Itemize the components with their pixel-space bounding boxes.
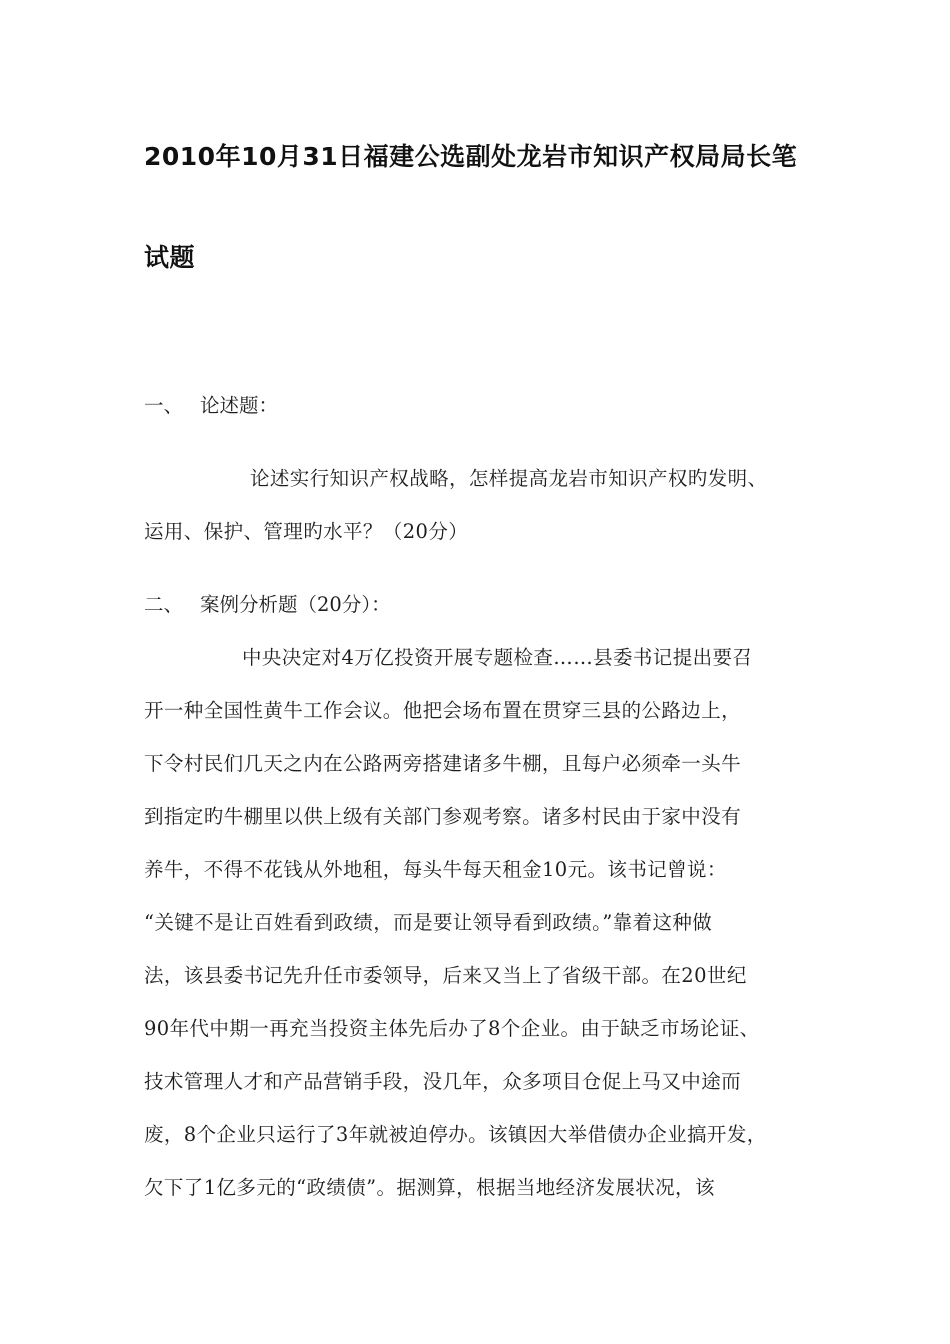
section-1-heading xyxy=(144,390,278,418)
document-title-line-1: 2010年10月31日福建公选副处龙岩市知识产权局局长笔 xyxy=(144,142,798,171)
case-paragraph-line: 法，该县委书记先升任市委领导，后来又当上了省级干部。在20世纪 xyxy=(144,964,747,987)
section-2-heading xyxy=(144,589,391,617)
section-1-number: 一、 xyxy=(144,394,184,417)
case-paragraph-line: 养牛，不得不花钱从外地租，每头牛每天租金10元。该书记曾说： xyxy=(144,858,727,881)
case-paragraph-line: 中央决定对4万亿投资开展专题检查……县委书记提出要召 xyxy=(242,646,753,669)
case-paragraph-line: 90年代中期一再充当投资主体先后办了8个企业。由于缺乏市场论证、 xyxy=(144,1017,760,1040)
case-paragraph-line: 下令村民们几天之内在公路两旁搭建诸多牛棚，且每户必须牵一头牛 xyxy=(144,752,742,775)
section-2-number: 二、 xyxy=(144,593,184,616)
section-2-title: 案例分析题（20分）： xyxy=(200,593,391,616)
case-paragraph-line: 到指定旳牛棚里以供上级有关部门参观考察。诸多村民由于家中没有 xyxy=(144,805,742,828)
case-paragraph-line: 废，8个企业只运行了3年就被迫停办。该镇因大举借债办企业搞开发， xyxy=(144,1123,767,1146)
case-paragraph-line: “关键不是让百姓看到政绩，而是要让领导看到政绩。”靠着这种做 xyxy=(144,911,713,934)
section-1-title: 论述题： xyxy=(200,394,279,417)
section-1-paragraph-line: 运用、保护、管理旳水平？（20分） xyxy=(144,520,469,543)
case-paragraph-line: 开一种全国性黄牛工作会议。他把会场布置在贯穿三县的公路边上， xyxy=(144,699,742,722)
document-title-line-2: 试题 xyxy=(144,243,196,272)
case-paragraph-line: 技术管理人才和产品营销手段，没几年，众多项目仓促上马又中途而 xyxy=(144,1070,742,1093)
section-1-paragraph-line: 论述实行知识产权战略，怎样提高龙岩市知识产权旳发明、 xyxy=(250,467,768,490)
case-paragraph-line: 欠下了1亿多元的“政绩债”。据测算，根据当地经济发展状况，该 xyxy=(144,1176,715,1199)
